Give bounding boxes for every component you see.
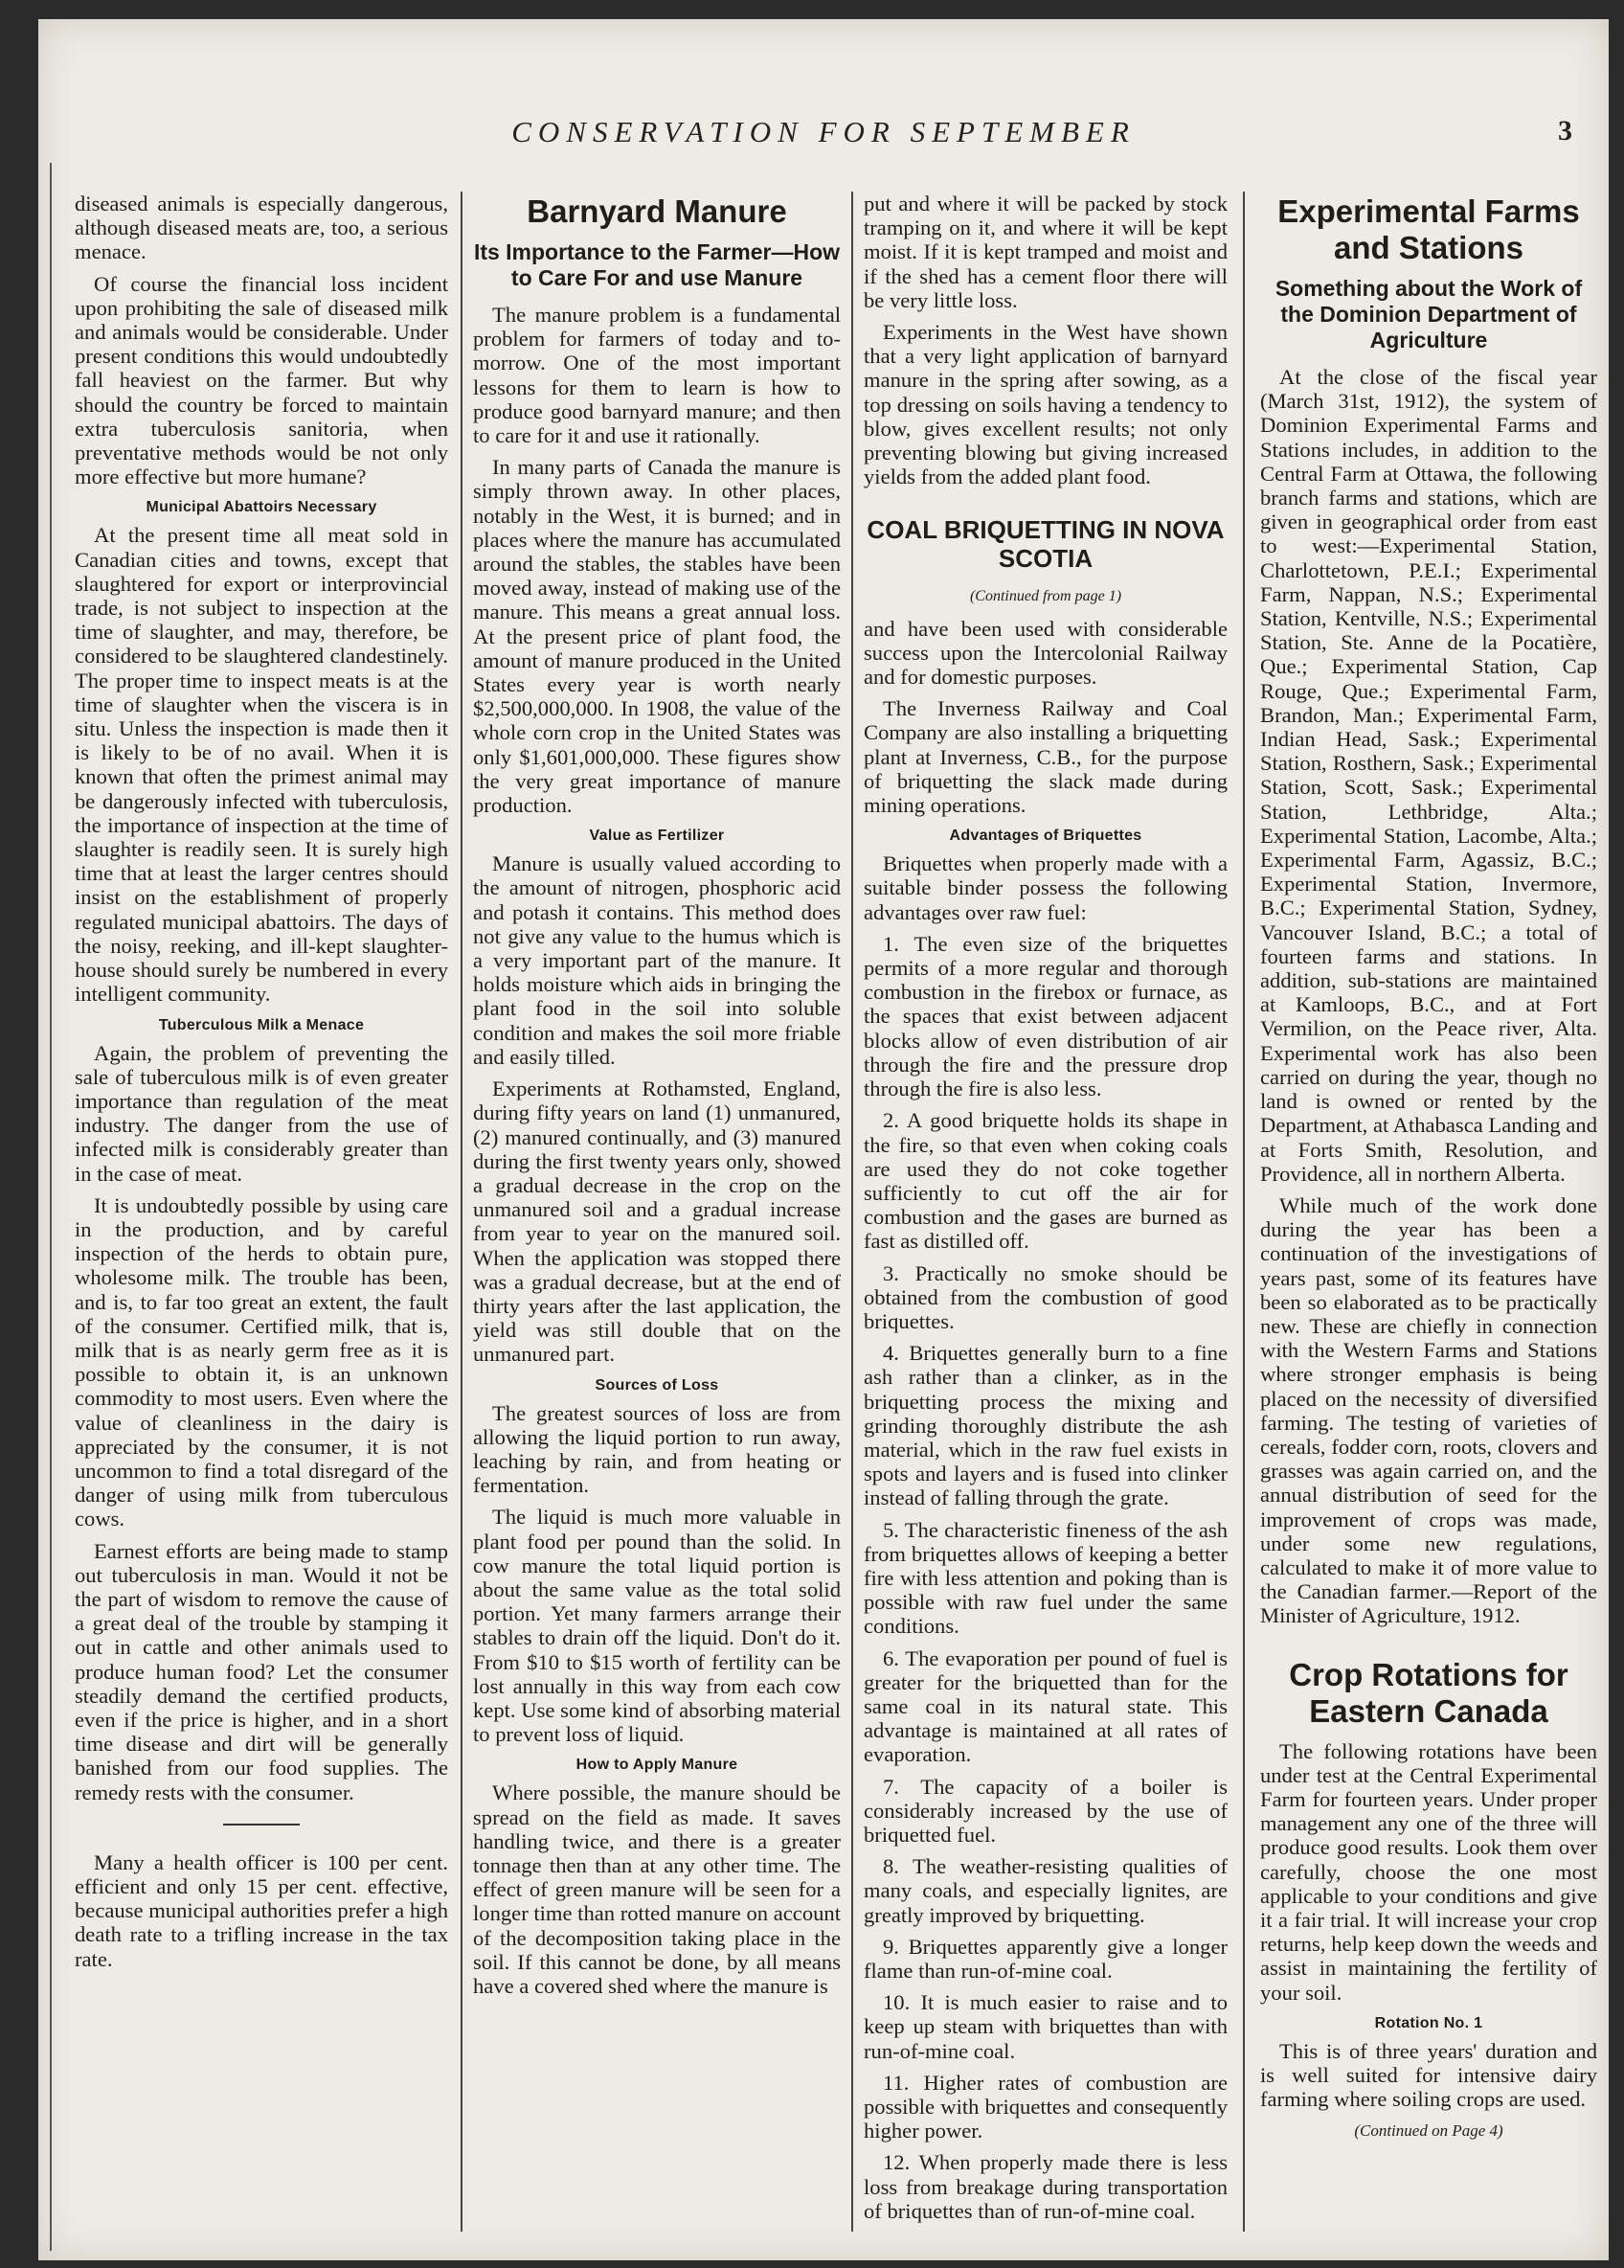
article-subtitle: Its Importance to the Farmer—How to Care For and use Manure [473,239,841,290]
paragraph: While much of the work done during the year has been a continuation of the investigations of years past, some of its features have been so elaborated as to be practically new. These are chiefly in connection with the Western Farms and Stations where stronger emphasis is being placed on the necessity of diversified farming. The testing of varieties of cereals, fodder corn, roots, clovers and grasses was again carried on, and the annual distribution of seed for the improvement of crops was made, under some new regulations, calculated to make it of more value to the Canadian farmer.—Report of the Minister of Agriculture, 1912. [1260,1192,1597,1628]
paragraph: The greatest sources of loss are from allowing the liquid portion to run away, leaching by rain, and from heating or fermentation. [473,1400,841,1498]
paragraph: Where possible, the manure should be spread on the field as made. It saves handling twice, and there is a greater tonnage then than at any other time. The effect of green manure will be seen for a longer time than rotted manure on account of the decomposition taking place in the soil. If this cannot be done, by all means have a covered shed where the manure is [473,1780,841,1998]
list-item: 3. Practically no smoke should be obtained from the combustion of good briquettes. [864,1260,1228,1333]
article-title: Crop Rotations for Eastern Canada [1289,1656,1568,1729]
paragraph: and have been used with considerable success upon the Intercolonial Railway and for domestic purposes. [864,616,1228,690]
page-edge-bar [38,163,52,2251]
column-1 [75,192,448,2239]
divider [223,1824,300,1826]
continued-note: (Continued from page 1) [969,588,1122,605]
paragraph: Experiments in the West have shown that a very light application of barnyard manure in the spring after sowing, as a top dressing on soils having a tendency to blow, gives excellent results; not only preventing blowing but giving increased yields from the added plant food. [864,320,1228,489]
column-rule [1243,192,1245,2232]
page-number: 3 [1558,115,1572,147]
section-heading: How to Apply Manure [575,1757,738,1774]
section-heading: Value as Fertilizer [589,828,725,845]
section-heading: Rotation No. 1 [1374,2014,1483,2031]
paragraph: Earnest efforts are being made to stamp out tuberculosis in man. Would it not be the part of wisdom to remove the cause of a great deal of the trouble by stamping it out in cattle and other animals used to produce human food? Let the consumer steadily demand the certified products, even if the price is higher, and in a short time disease and dirt will be generally banished from our food supplies. The remedy rests with the consumer. [75,1538,448,1804]
paragraph: Experiments at Rothamsted, England, during fifty years on land (1) unmanured, (2) manured continually, and (3) manured during the first twenty years only, showed a gradual decrease in the crop on the unmanured soil and a gradual increase from year to year on the manured soil. When the application was stopped there was a gradual decrease, but at the end of thirty years after the last application, the yield was still double that on the unmanured part. [473,1077,841,1367]
list-item: 12. When properly made there is less loss from breakage during transportation of briquettes than of run-of-mine coal. [864,2150,1228,2223]
paragraph: Many a health officer is 100 per cent. efficient and only 15 per cent. effective, because municipal authorities prefer a high death rate to a trifling increase in the tax rate. [75,1849,448,1971]
column-rule [461,192,462,2232]
running-head: CONSERVATION FOR SEPTEMBER [511,115,1136,148]
list-item: 5. The characteristic fineness of the ash from briquettes allows of keeping a better fire with less attention and poking than is possible with raw fuel under the same conditions. [864,1517,1228,1639]
paragraph: put and where it will be packed by stock tramping on it, and where it will be kept moist. If it is kept tramped and moist and if the shed has a cement floor there will be very little loss. [864,192,1228,312]
paragraph: Again, the problem of preventing the sale of tuberculous milk is of even greater importance than regulation of the meat industry. The danger from the use of infected milk is considerably greater than in the case of meat. [75,1040,448,1186]
paragraph: The liquid is much more valuable in plant food per pound than the solid. In cow manure the total liquid portion is about the same value as the total solid portion. Yet many farmers arrange their stables to drain off the liquid. Don't do it. From $10 to $15 worth of fertility can be lost annually in this way from each cow kept. Use some kind of absorbing material to prevent loss of liquid. [473,1505,841,1747]
column-4 [1260,192,1597,2239]
section-heading: Tuberculous Milk a Menace [158,1016,365,1033]
list-item: 8. The weather-resisting qualities of many coals, and especially lignites, are greatly improved by briquetting. [864,1854,1228,1927]
paragraph: Of course the financial loss incident upon prohibiting the sale of diseased milk and animals would be considerable. Under present conditions this would undoubtedly fall heaviest on the farmer. But why should the country be forced to maintain extra tuberculosis sanitoria, when preventative methods would be not only more effective but more humane? [75,271,448,489]
section-heading: Advantages of Briquettes [949,828,1142,845]
list-item: 1. The even size of the briquettes permits of a more regular and thorough combustion in the firebox or furnace, as the spaces that exist between adjacent blocks allow of even distribution of air through the fire and the pressure drop through the fire is also less. [864,931,1228,1101]
list-item: 10. It is much easier to raise and to keep up steam with briquettes than with run-of-mine coal. [864,1990,1228,2063]
list-item: 9. Briquettes apparently give a longer flame than run-of-mine coal. [864,1934,1228,1983]
paragraph: This is of three years' duration and is well suited for intensive dairy farming where soiling crops are used. [1260,2038,1597,2112]
section-heading: Municipal Abattoirs Necessary [146,499,377,516]
article-subtitle: Something about the Work of the Dominion Department of Agriculture [1274,276,1583,352]
paragraph: At the present time all meat sold in Canadian cities and towns, except that slaughtered for export or interprovincial trade, is not subject to inspection at the time of slaughter, and may, therefore, be considered to be slaughtered clandestinely. The proper time to inspect meats is at the time of slaughter when the viscera is in situ. Unless the inspection is made then it is likely to be of no avail. When it is known that often the primest animal may be dangerously infected with tuberculosis, the importance of inspection at the time of slaughter is readily seen. It is surely high time that at least the larger centres should insist on the establishment of properly regulated municipal abattoirs. The days of the noisy, reeking, and ill-kept slaughter-house should surely be numbered in every intelligent community. [75,523,448,1007]
paragraph: The manure problem is a fundamental problem for farmers of today and to-morrow. One of the most important lessons for them to learn is how to produce good barnyard manure; and then to care for it and use it rationally. [473,303,841,448]
paragraph: The following rotations have been under test at the Central Experimental Farm for fourteen years. Under proper management any one of the three will produce good results. Look them over carefully, choose the one most applicable to your conditions and give it a fair trial. It will increase your crop returns, help keep down the weeds and assist in maintaining the fertility of your soil. [1260,1738,1597,2005]
list-item: 4. Briquettes generally burn to a fine ash rather than a clinker, as in the briquetting process the mixing and grinding thoroughly distribute the ash material, which in the raw fuel exists in spots and layers and is fused into clinker instead of falling through the grate. [864,1341,1228,1510]
column-2 [473,192,841,2239]
list-item: 7. The capacity of a boiler is considerably increased by the use of briquetted fuel. [864,1774,1228,1847]
column-3 [864,192,1228,2239]
paragraph: At the close of the fiscal year (March 31st, 1912), the system of Dominion Experimental Farms and Stations includes, in addition to the Central Farm at Ottawa, the following branch farms and stations, which are given in geographical order from east to west:—Experimental Station, Charlottetown, P.E.I.; Experimental Farm, Nappan, N.S.; Experimental Station, Kentville, N.S.; Experimental Station, Ste. Anne de la Pocatière, Que.; Experimental Station, Cap Rouge, Que.; Experimental Farm, Brandon, Man.; Experimental Farm, Indian Head, Sask.; Experimental Station, Rosthern, Sask.; Experimental Station, Scott, Sask.; Experimental Station, Lethbridge, Alta.; Experimental Station, Lacombe, Alta.; Experimental Farm, Agassiz, B.C.; Experimental Station, Invermore, B.C.; Experimental Station, Sydney, Vancouver Island, B.C.; a total of fourteen farms and stations. In addition, sub-stations are maintained at Kamloops, B.C., and at Fort Vermilion, on the Peace river, Alta. Experimental work has also been carried on during the year, though no land is owned or rented by the Department, at Athabasca Landing and at Forts Smith, Resolution, and Providence, all in northern Alberta. [1260,365,1597,1186]
paragraph: Manure is usually valued according to the amount of nitrogen, phosphoric acid and potash it contains. This method does not give any value to the humus which is a very important part of the manure. It holds moisture which aids in bringing the plant food in the soil into soluble condition and makes the soil more friable and easily tilled. [473,851,841,1069]
paragraph: In many parts of Canada the manure is simply thrown away. In other places, notably in the West, it is burned; and in places where the manure has accumulated around the stables, the stables have been moved away, instead of making use of the manure. This means a great annual loss. At the present price of plant food, the amount of manure produced in the United States every year is worth nearly $2,500,000,000. In 1908, the value of the whole corn crop in the United States was only $1,601,000,000. These figures show the very great importance of manure production. [473,455,841,818]
section-heading: Sources of Loss [595,1376,719,1394]
article-title: COAL BRIQUETTING IN NOVA SCOTIA [867,515,1225,574]
list-item: 6. The evaporation per pound of fuel is greater for the briquetted than for the same coal in its natural state. This advantage is maintained at all rates of evaporation. [864,1645,1228,1767]
article-title: Barnyard Manure [527,193,787,229]
list-item: 11. Higher rates of combustion are possible with briquettes and consequently higher power. [864,2070,1228,2143]
article-title: Experimental Farms and Stations [1277,193,1580,265]
column-rule [851,192,853,2232]
paragraph: The Inverness Railway and Coal Company are also installing a briquetting plant at Inverness, C.B., for the purpose of briquetting the slack made during mining operations. [864,696,1228,818]
continued-note: (Continued on Page 4) [1354,2121,1503,2141]
paragraph: diseased animals is especially dangerous, although diseased meats are, too, a serious menace. [75,192,448,264]
paragraph: It is undoubtedly possible by using care in the production, and by careful inspection of the herds to obtain pure, wholesome milk. The trouble has been, and is, to far too great an extent, the fault of the consumer. Certified milk, that is, milk that is as nearly germ free as it is possible to obtain it, is an unknown commodity to most users. Even where the value of cleanliness in the dairy is appreciated by the consumer, it is not uncommon to find a total disregard of the danger of using milk from tuberculous cows. [75,1192,448,1531]
newspaper-page [38,19,1609,2260]
paragraph: Briquettes when properly made with a suitable binder possess the following advantages over raw fuel: [864,851,1228,924]
list-item: 2. A good briquette holds its shape in the fire, so that even when coking coals are used they do not coke together sufficiently to cut off the air for combustion and the gases are burned as fast as distilled off. [864,1108,1228,1254]
